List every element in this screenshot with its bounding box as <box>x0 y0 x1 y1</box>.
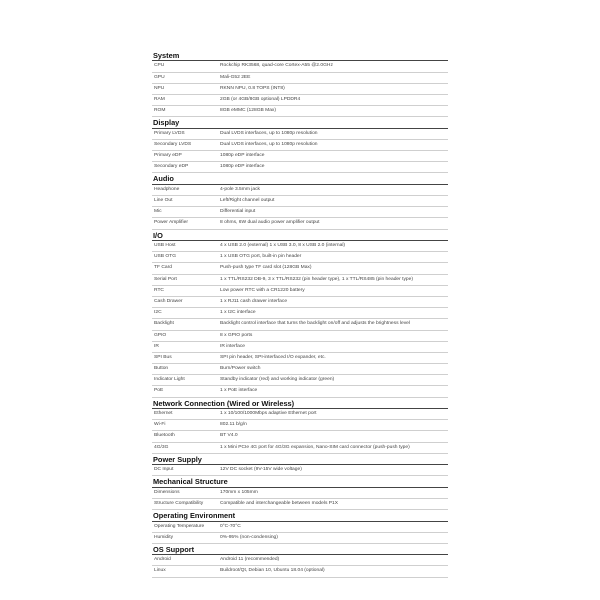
section-heading: I/O <box>152 230 448 241</box>
spec-row <box>152 308 448 319</box>
spec-value: 4-pole 3.5mm jack <box>220 186 260 192</box>
spec-value: Left/Right channel output <box>220 198 275 204</box>
spec-key: Dimensions <box>154 489 180 495</box>
spec-value: 12V DC socket (9V-15V wide voltage) <box>220 467 302 473</box>
section-heading: OS Support <box>152 544 448 555</box>
spec-row <box>152 106 448 117</box>
spec-row <box>152 533 448 544</box>
spec-key: Operating Temperature <box>154 523 205 529</box>
spec-key: IR <box>154 343 159 349</box>
spec-value: 8GB eMMC (128GB Max) <box>220 108 276 114</box>
spec-row <box>152 252 448 263</box>
spec-key: Primary eDP <box>154 153 182 159</box>
section-heading: Display <box>152 117 448 128</box>
spec-key: RAM <box>154 96 165 102</box>
spec-row <box>152 286 448 297</box>
spec-value: Dual LVDS interfaces, up to 1080p resolution <box>220 141 318 147</box>
spec-section <box>152 544 448 578</box>
spec-row <box>152 488 448 499</box>
spec-key: NPU <box>154 85 165 91</box>
spec-value: Android 11 (recommended) <box>220 557 280 563</box>
spec-row <box>152 129 448 140</box>
spec-row <box>152 207 448 218</box>
spec-row <box>152 342 448 353</box>
spec-section <box>152 173 448 229</box>
spec-row <box>152 263 448 274</box>
spec-row <box>152 95 448 106</box>
spec-value: Dual LVDS interfaces, up to 1080p resolution <box>220 130 318 136</box>
spec-key: Bluetooth <box>154 433 175 439</box>
spec-row <box>152 443 448 454</box>
spec-value: Low power RTC with a CR1220 battery <box>220 287 305 293</box>
spec-key: Wi-Fi <box>154 422 166 428</box>
spec-key: GPU <box>154 74 165 80</box>
spec-row <box>152 319 448 330</box>
spec-row <box>152 566 448 577</box>
spec-value: 0%-95% (non-condensing) <box>220 534 278 540</box>
spec-value: Standby indicator (red) and working indicator (green) <box>220 377 335 383</box>
spec-row <box>152 61 448 72</box>
spec-key: Humidity <box>154 534 174 540</box>
spec-key: CPU <box>154 63 165 69</box>
spec-value: Buildroot/Qt, Debian 10, Ubuntu 18.04 (optional) <box>220 568 325 574</box>
spec-key: Indicator Light <box>154 377 185 383</box>
spec-value: Burn/Power switch <box>220 366 261 372</box>
spec-row <box>152 331 448 342</box>
section-heading: Operating Environment <box>152 510 448 521</box>
spec-row <box>152 297 448 308</box>
spec-value: 8 x GPIO ports <box>220 332 253 338</box>
spec-row <box>152 162 448 173</box>
spec-key: USB OTG <box>154 254 177 260</box>
spec-value: 1 x PoE interface <box>220 388 258 394</box>
spec-key: DC Input <box>154 467 174 473</box>
spec-value: IR interface <box>220 343 246 349</box>
spec-section <box>152 510 448 544</box>
spec-value: 170mm x 105mm <box>220 489 258 495</box>
spec-value: 0°C-70°C <box>220 523 241 529</box>
spec-key: 4G/3G <box>154 444 169 450</box>
spec-row <box>152 364 448 375</box>
spec-section <box>152 117 448 173</box>
spec-key: Button <box>154 366 169 372</box>
spec-key: USB Host <box>154 243 176 248</box>
spec-row <box>152 151 448 162</box>
spec-value: Compatible and interchangeable between models P1X <box>220 500 338 506</box>
spec-row <box>152 375 448 386</box>
spec-value: 1080p eDP interface <box>220 153 265 159</box>
spec-row <box>152 499 448 510</box>
spec-key: Mic <box>154 209 162 215</box>
spec-key: Linux <box>154 568 166 574</box>
section-heading: System <box>152 50 448 61</box>
spec-value: 1 x RJ11 cash drawer interface <box>220 298 288 304</box>
spec-key: Power Amplifier <box>154 220 188 226</box>
spec-value: 1 x TTL/RS232 DB-9, 3 x TTL/RS232 (pin header type), 1 x TTL/RS485 (pin header type) <box>220 276 414 282</box>
spec-section <box>152 50 448 117</box>
spec-key: Structure Compatibility <box>154 500 204 506</box>
spec-key: TF Card <box>154 265 172 271</box>
spec-row <box>152 555 448 566</box>
spec-key: Cash Drawer <box>154 298 183 304</box>
spec-row <box>152 409 448 420</box>
spec-value: 2GB (or 4GB/8GB optional) LPDDR4 <box>220 96 301 102</box>
spec-row <box>152 386 448 397</box>
spec-key: Serial Port <box>154 276 177 282</box>
spec-key: Android <box>154 557 171 563</box>
spec-table <box>152 50 448 578</box>
spec-key: Ethernet <box>154 411 173 417</box>
spec-row <box>152 185 448 196</box>
section-heading: Mechanical Structure <box>152 476 448 487</box>
spec-row <box>152 353 448 364</box>
section-heading: Power Supply <box>152 454 448 465</box>
spec-key: Backlight <box>154 321 174 327</box>
spec-key: Headphone <box>154 186 180 192</box>
spec-key: SPI Bus <box>154 354 172 360</box>
spec-key: Primary LVDS <box>154 130 185 136</box>
spec-value: Rockchip RK3568, quad-core Cortex-A55 @2.0GHz <box>220 63 333 69</box>
spec-value: RKNN NPU, 0.8 TOPS (INT8) <box>220 85 285 91</box>
spec-row <box>152 73 448 84</box>
spec-section <box>152 398 448 454</box>
spec-value: Mali-G52 2EE <box>220 74 251 80</box>
spec-key: RTC <box>154 287 164 293</box>
spec-key: I2C <box>154 310 162 316</box>
spec-key: Secondary eDP <box>154 164 189 170</box>
spec-value: 1 x I2C interface <box>220 310 256 316</box>
spec-value: Backlight control interface that turns the backlight on/off and adjusts the brightness level <box>220 321 410 327</box>
spec-row <box>152 275 448 286</box>
spec-row <box>152 218 448 229</box>
spec-value: 802.11 b/g/n <box>220 422 247 428</box>
spec-value: 1 x 10/100/1000Mbps adaptive Ethernet port <box>220 411 317 417</box>
spec-key: Line Out <box>154 198 173 204</box>
spec-section <box>152 454 448 477</box>
spec-key: GPIO <box>154 332 167 338</box>
spec-section <box>152 230 448 398</box>
spec-row <box>152 196 448 207</box>
spec-section <box>152 476 448 510</box>
spec-row <box>152 420 448 431</box>
spec-row <box>152 431 448 442</box>
spec-value: 8 ohms, 6W dual audio power amplifier output <box>220 220 320 226</box>
spec-key: Secondary LVDS <box>154 141 192 147</box>
spec-value: 1080p eDP interface <box>220 164 265 170</box>
spec-value: SPI pin header, SPI-interfaced I/O expander, etc. <box>220 354 326 360</box>
section-heading: Network Connection (Wired or Wireless) <box>152 398 448 409</box>
spec-key: ROM <box>154 108 166 114</box>
spec-value: Differential input <box>220 209 256 215</box>
spec-value: 4 x USB 2.0 (external) 1 x USB 3.0, 8 x USB 2.0 (internal) <box>220 243 346 248</box>
spec-value: 1 x USB OTG port, built-in pin header <box>220 254 302 260</box>
spec-value: 1 x Mini PCIe 4G port for 4G/3G expansion, Nano-SIM card connector (push-push type) <box>220 444 410 450</box>
section-heading: Audio <box>152 173 448 184</box>
spec-row <box>152 84 448 95</box>
spec-key: PoE <box>154 388 164 394</box>
spec-row <box>152 522 448 533</box>
spec-row <box>152 140 448 151</box>
spec-row <box>152 241 448 252</box>
spec-value: BT V4.0 <box>220 433 238 439</box>
spec-value: Push-push type TF card slot (128GB Max) <box>220 265 312 271</box>
spec-row <box>152 465 448 476</box>
